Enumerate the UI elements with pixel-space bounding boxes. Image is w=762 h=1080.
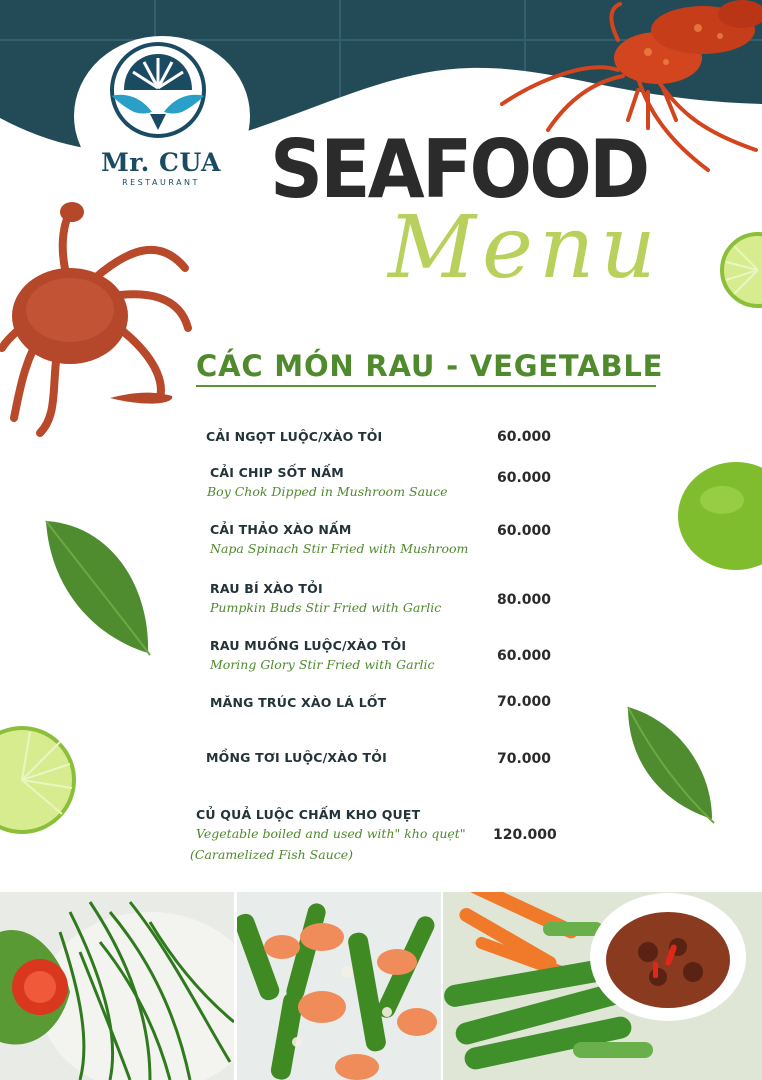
menu-item-english: Moring Glory Stir Fried with Garlic <box>210 657 435 672</box>
menu-item-name: MĂNG TRÚC XÀO LÁ LỐT <box>210 695 387 710</box>
menu-item-english-note: (Caramelized Fish Sauce) <box>190 847 353 862</box>
menu-item-price: 80.000 <box>497 592 552 608</box>
vegetables-dipping-sauce-photo <box>443 892 762 1080</box>
section-underline <box>196 385 656 387</box>
menu-item-english: Napa Spinach Stir Fried with Mushroom <box>210 541 469 556</box>
crab-image <box>0 198 200 443</box>
menu-item-price: 120.000 <box>493 827 557 843</box>
menu-title: SEAFOOD <box>270 123 648 216</box>
lime-image <box>676 460 762 572</box>
menu-item-price: 60.000 <box>497 429 552 445</box>
menu-item-name: CỦ QUẢ LUỘC CHẤM KHO QUẸT <box>196 807 421 822</box>
shrimp-vegetable-photo <box>237 892 441 1080</box>
menu-item-name: RAU MUỐNG LUỘC/XÀO TỎI <box>210 638 407 653</box>
menu-item-name: CẢI CHIP SỐT NẤM <box>210 465 344 480</box>
lime-slice-image <box>0 724 76 836</box>
menu-script-title: Menu <box>388 198 662 298</box>
menu-item-price: 60.000 <box>497 523 552 539</box>
menu-item-price: 70.000 <box>497 751 552 767</box>
menu-item-english: Pumpkin Buds Stir Fried with Garlic <box>210 600 442 615</box>
menu-item-english: Vegetable boiled and used with" kho quẹt" <box>196 826 466 841</box>
menu-item-price: 60.000 <box>497 648 552 664</box>
menu-item-name: CẢI THẢO XÀO NẤM <box>210 522 352 537</box>
leaf-image <box>622 703 718 825</box>
menu-item-name: RAU BÍ XÀO TỎI <box>210 581 323 596</box>
water-spinach-photo <box>0 892 234 1080</box>
menu-item-price: 60.000 <box>497 470 552 486</box>
logo-shell-icon <box>106 40 210 140</box>
brand-name: Mr. CUA <box>101 148 221 177</box>
leaf-image <box>40 515 155 660</box>
lime-slice-image <box>720 232 762 308</box>
menu-item-name: CẢI NGỌT LUỘC/XÀO TỎI <box>206 429 383 444</box>
menu-item-name: MỒNG TƠI LUỘC/XÀO TỎI <box>206 750 387 765</box>
section-title: CÁC MÓN RAU - VEGETABLE <box>196 349 664 383</box>
menu-item-english: Boy Chok Dipped in Mushroom Sauce <box>207 484 448 499</box>
brand-subtitle: RESTAURANT <box>122 178 200 187</box>
menu-item-price: 70.000 <box>497 694 552 710</box>
